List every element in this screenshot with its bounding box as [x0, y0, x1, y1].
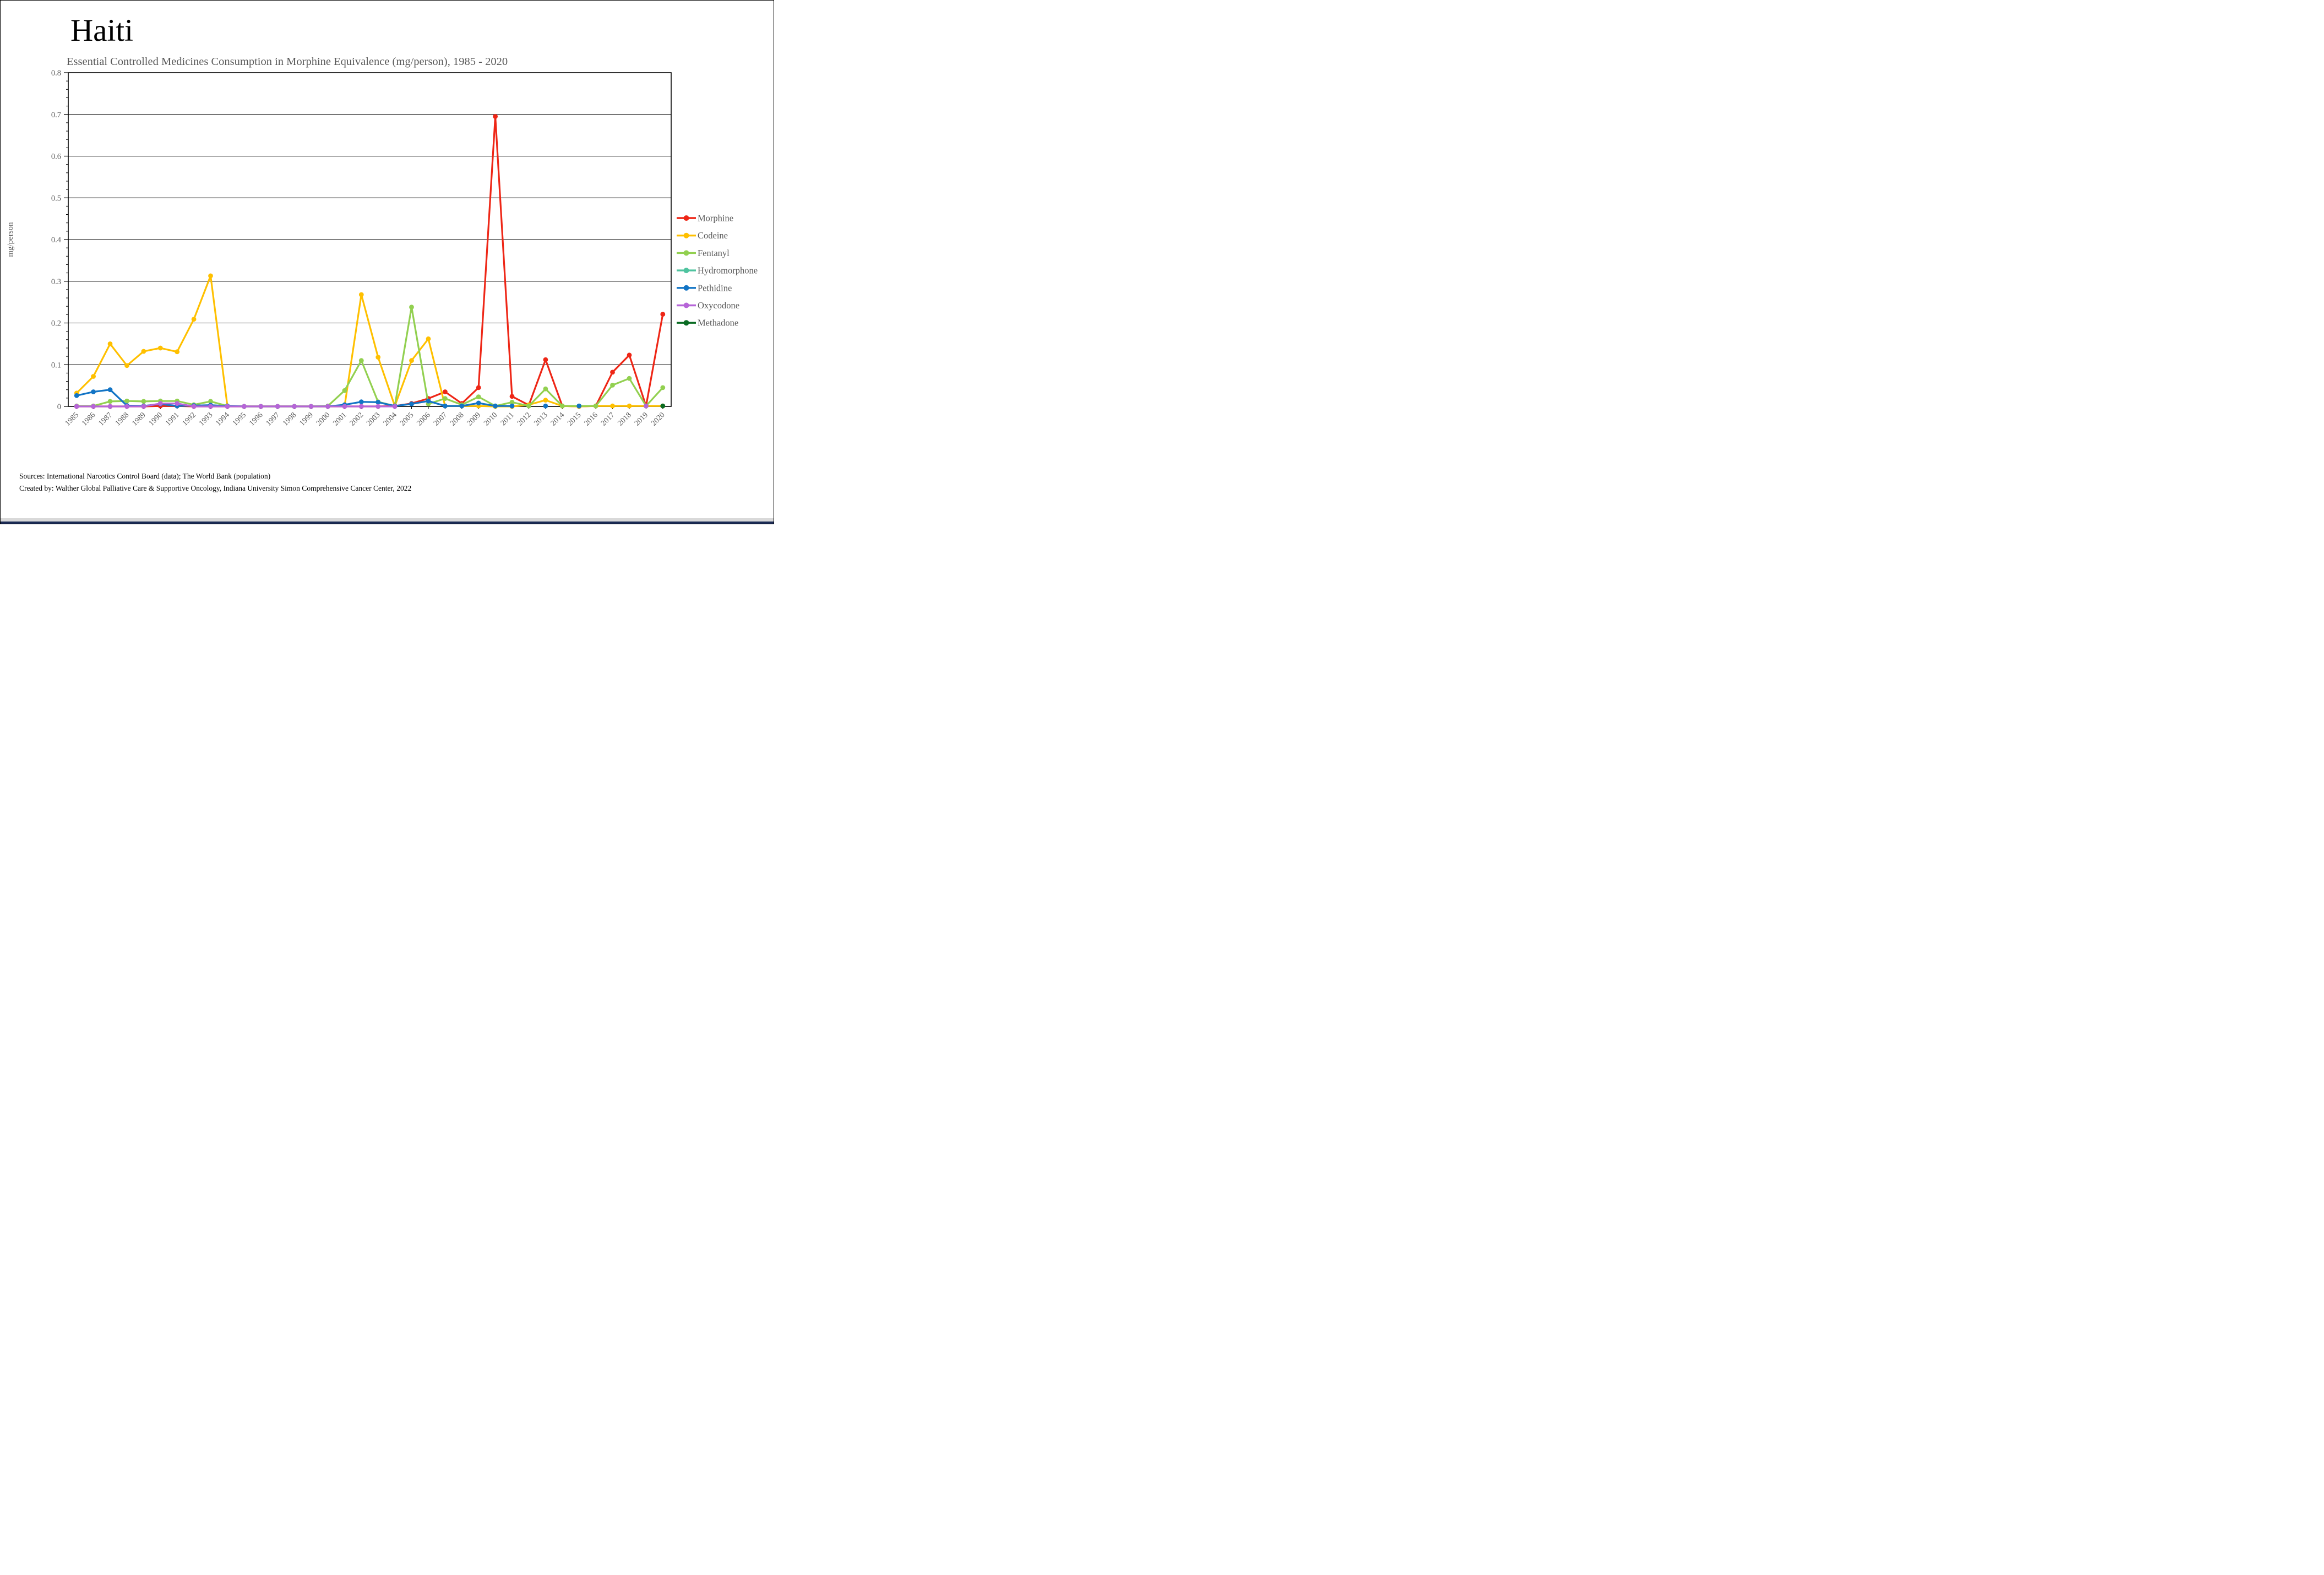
x-axis: [64, 406, 667, 428]
x-tick-label: 2007: [432, 411, 449, 428]
data-point: [208, 404, 213, 409]
data-point: [627, 404, 632, 409]
legend-marker-icon: [684, 303, 689, 308]
data-point: [108, 399, 113, 404]
sources-note: [19, 470, 411, 495]
footer-navy-strip: [1, 522, 774, 524]
x-tick-label: 1988: [113, 411, 131, 428]
legend-label: Oxycodone: [698, 300, 740, 311]
y-tick-label: 0.4: [51, 236, 61, 245]
data-point: [108, 341, 113, 346]
data-point: [627, 352, 632, 357]
legend-marker-icon: [684, 285, 689, 291]
legend-label: Methadone: [698, 317, 739, 328]
x-tick-label: 1993: [197, 411, 215, 428]
legend-label: Fentanyl: [698, 247, 730, 258]
data-point: [660, 312, 665, 317]
data-point: [208, 274, 213, 279]
x-tick-label: 2009: [465, 411, 483, 428]
x-tick-label: 2011: [499, 411, 516, 428]
x-tick-label: 2008: [449, 411, 466, 428]
y-tick-label: 0.5: [51, 194, 61, 203]
legend-item-pethidine: [677, 283, 732, 293]
data-point: [375, 404, 380, 409]
legend-label: Codeine: [698, 230, 728, 241]
data-point: [108, 387, 113, 392]
legend-item-morphine: [677, 213, 733, 224]
data-point: [158, 346, 163, 351]
data-point: [660, 385, 665, 390]
data-point: [510, 404, 515, 409]
x-tick-label: 2001: [331, 411, 349, 428]
data-point: [375, 355, 380, 360]
data-point: [225, 404, 230, 409]
x-tick-label: 2003: [365, 411, 382, 428]
data-point: [91, 404, 96, 409]
legend-marker-icon: [684, 250, 689, 256]
legend-label: Pethidine: [698, 283, 732, 294]
data-point: [124, 399, 129, 404]
data-point: [275, 404, 280, 409]
data-point: [543, 404, 548, 409]
data-point: [342, 404, 347, 409]
data-point: [258, 404, 263, 409]
x-tick-label: 2014: [549, 411, 567, 428]
legend-item-methadone: [677, 318, 738, 328]
legend: [677, 213, 758, 328]
x-tick-label: 2019: [633, 411, 650, 428]
x-tick-label: 1997: [264, 411, 282, 428]
legend-label: Morphine: [698, 213, 734, 224]
data-point: [476, 401, 481, 406]
data-point: [141, 349, 146, 354]
y-axis: [6, 69, 68, 411]
data-point: [543, 357, 548, 362]
data-point: [325, 404, 330, 409]
legend-item-codeine: [677, 230, 728, 241]
data-point: [560, 404, 565, 409]
data-point: [375, 400, 380, 405]
data-point: [409, 358, 414, 363]
data-point: [309, 404, 314, 409]
x-tick-label: 1999: [298, 411, 315, 428]
legend-marker-icon: [684, 233, 689, 238]
x-tick-label: 2010: [482, 411, 499, 428]
data-point: [443, 404, 448, 409]
data-point: [510, 394, 515, 399]
consumption-line-chart: [1, 1, 774, 524]
data-point: [359, 399, 364, 404]
data-point: [74, 393, 79, 398]
y-tick-label: 0.3: [51, 277, 61, 286]
data-point: [610, 383, 615, 388]
data-point: [576, 404, 581, 409]
legend-marker-icon: [684, 215, 689, 221]
x-tick-label: 1989: [130, 411, 148, 428]
x-tick-label: 2005: [398, 411, 416, 428]
data-point: [91, 389, 96, 394]
x-tick-label: 1990: [147, 411, 165, 428]
data-point: [292, 404, 297, 409]
x-tick-label: 2016: [583, 411, 600, 428]
data-point: [443, 389, 448, 394]
data-point: [426, 399, 431, 404]
data-point: [443, 396, 448, 401]
data-point: [74, 404, 79, 409]
x-tick-label: 2015: [566, 411, 583, 428]
data-point: [141, 399, 146, 404]
data-point: [476, 385, 481, 390]
data-point: [526, 404, 531, 409]
data-point: [409, 401, 414, 406]
data-point: [610, 404, 615, 409]
data-point: [459, 404, 464, 409]
x-tick-label: 1994: [214, 411, 231, 428]
x-tick-label: 1985: [63, 411, 81, 428]
x-tick-label: 2004: [382, 411, 399, 428]
legend-label: Hydromorphone: [698, 265, 758, 276]
data-point: [594, 404, 598, 409]
data-point: [108, 404, 113, 409]
sources-line-1: Sources: International Narcotics Control Board (data); The World Bank (population): [19, 472, 271, 480]
data-point: [141, 404, 146, 409]
x-tick-label: 2006: [415, 411, 432, 428]
x-tick-label: 2017: [599, 411, 617, 428]
legend-item-oxycodone: [677, 300, 739, 311]
data-point: [610, 370, 615, 375]
y-tick-label: 0.1: [51, 361, 61, 370]
data-point: [192, 404, 197, 409]
data-point: [175, 401, 179, 406]
chart-title: Haiti: [70, 13, 133, 48]
x-tick-label: 2002: [348, 411, 366, 428]
data-point: [476, 394, 481, 399]
sources-line-2: Created by: Walther Global Palliative Care & Supportive Oncology, Indiana University Simon Comprehensive Cancer Center, 2022: [19, 484, 412, 492]
data-point: [660, 404, 665, 409]
data-point: [644, 404, 649, 409]
data-point: [543, 398, 548, 403]
x-tick-label: 2013: [532, 411, 549, 428]
x-tick-label: 1995: [231, 411, 248, 428]
legend-item-fentanyl: [677, 248, 730, 258]
x-tick-label: 1986: [80, 411, 97, 428]
x-tick-label: 2000: [314, 411, 332, 428]
y-tick-label: 0.7: [51, 110, 61, 120]
y-tick-label: 0.8: [51, 69, 61, 78]
data-point: [409, 305, 414, 309]
series-fentanyl: [74, 305, 665, 409]
series-codeine: [74, 274, 665, 409]
x-tick-label: 2012: [515, 411, 533, 428]
y-tick-label: 0: [57, 403, 61, 411]
data-point: [124, 363, 129, 368]
series-methadone: [660, 404, 665, 409]
data-point: [158, 401, 163, 406]
data-point: [359, 292, 364, 297]
legend-marker-icon: [684, 320, 689, 325]
data-point: [543, 387, 548, 392]
data-point: [393, 404, 398, 409]
chart-subtitle: Essential Controlled Medicines Consumption in Morphine Equivalence (mg/person), 1985 - 2020: [67, 56, 508, 68]
x-tick-label: 2018: [616, 411, 633, 428]
figure-frame: [0, 0, 774, 524]
x-tick-label: 1987: [97, 411, 114, 428]
data-point: [359, 404, 364, 409]
data-point: [192, 317, 197, 322]
data-point: [627, 376, 632, 381]
data-point: [342, 388, 347, 393]
data-point: [359, 358, 364, 363]
data-point: [426, 336, 431, 341]
x-tick-label: 1998: [281, 411, 298, 428]
legend-marker-icon: [684, 268, 689, 273]
x-tick-label: 1992: [181, 411, 198, 428]
y-tick-label: 0.2: [51, 319, 61, 328]
data-point: [493, 404, 498, 409]
x-tick-label: 1996: [248, 411, 265, 428]
data-point: [493, 114, 498, 119]
x-tick-label: 1991: [164, 411, 181, 428]
y-axis-title: mg/person: [6, 222, 15, 257]
data-point: [242, 404, 247, 409]
y-tick-label: 0.6: [51, 152, 61, 161]
data-point: [124, 404, 129, 409]
x-tick-label: 2020: [650, 411, 667, 428]
data-point: [175, 349, 179, 354]
legend-item-hydromorphone: [677, 265, 758, 276]
data-point: [91, 374, 96, 379]
